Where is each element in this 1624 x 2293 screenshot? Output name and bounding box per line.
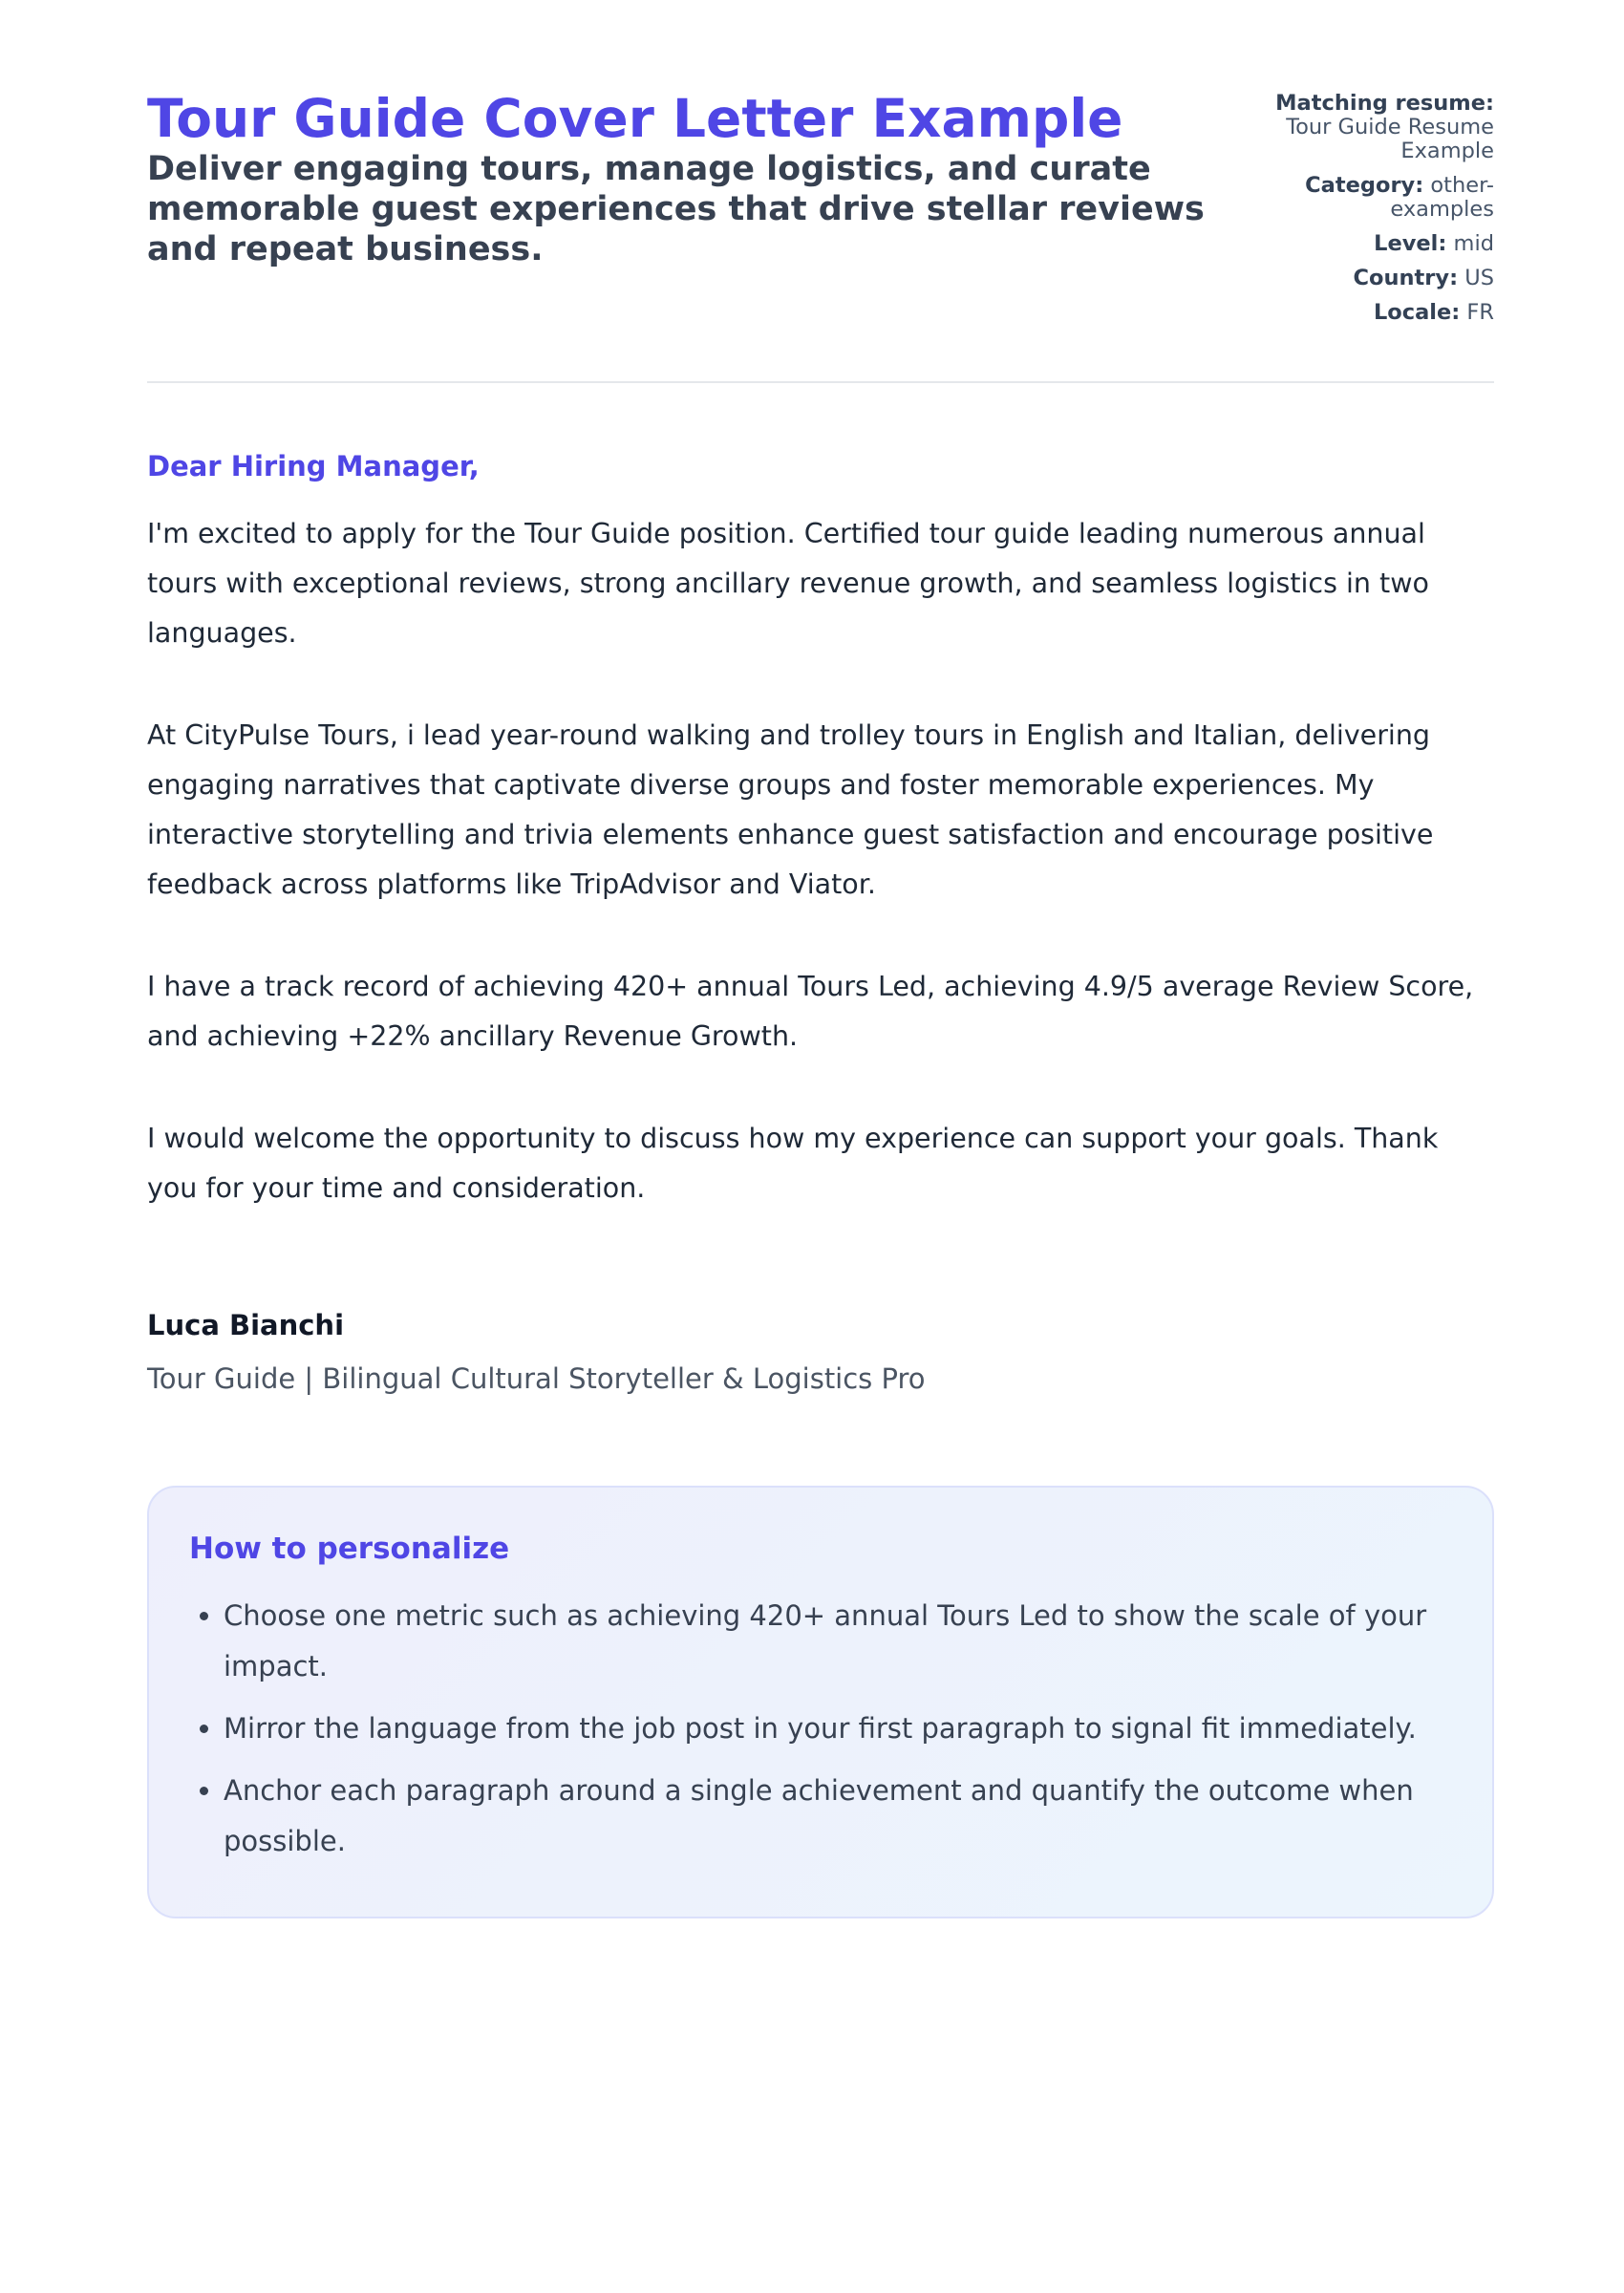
meta-locale xyxy=(1236,301,1494,325)
meta-value: FR xyxy=(1466,300,1494,325)
meta-value: other-examples xyxy=(1390,173,1494,222)
meta-label: Country: xyxy=(1353,266,1459,290)
signature-name: Luca Bianchi xyxy=(147,1309,345,1341)
tip-item: • Choose one metric such as achieving 420+ annual Tours Led to show the scale of your impact. xyxy=(224,1591,1452,1692)
cover-letter-page xyxy=(147,0,1494,1918)
tip-item: • Mirror the language from the job post in your first paragraph to signal fit immediately. xyxy=(224,1704,1452,1754)
meta-label: Matching resume: xyxy=(1275,91,1494,116)
page-header xyxy=(147,0,1494,383)
personalize-tips-box xyxy=(147,1486,1494,1918)
meta-category xyxy=(1236,174,1494,222)
greeting: Dear Hiring Manager, xyxy=(147,450,480,482)
page-title: Tour Guide Cover Letter Example xyxy=(147,88,1123,149)
meta-value: Tour Guide Resume Example xyxy=(1286,115,1494,163)
tip-item: • Anchor each paragraph around a single achievement and quantify the outcome when possible. xyxy=(224,1766,1452,1867)
meta-value: mid xyxy=(1453,231,1494,256)
letter-paragraph: I would welcome the opportunity to discuss how my experience can support your goals. Thank you for your time and consideration. xyxy=(147,1123,1439,1204)
meta-label: Category: xyxy=(1305,173,1424,198)
meta-value: US xyxy=(1464,266,1494,290)
letter-paragraph: I have a track record of achieving 420+ annual Tours Led, achieving 4.9/5 average Review Score, and achieving +22% ancillary Revenue Growth. xyxy=(147,971,1474,1052)
meta-matching-resume xyxy=(1236,92,1494,163)
signature-title: Tour Guide | Bilingual Cultural Storyteller & Logistics Pro xyxy=(147,1362,926,1395)
meta-label: Level: xyxy=(1374,231,1447,256)
meta-label: Locale: xyxy=(1373,300,1461,325)
tips-list xyxy=(189,1591,1452,1867)
letter-paragraph: At CityPulse Tours, i lead year-round walking and trolley tours in English and Italian, delivering engaging narratives that captivate diverse groups and foster memorable experiences. My interactive storytelling and trivia elements enhance guest satisfaction and encourage positive feedback across platforms like TripAdvisor and Viator. xyxy=(147,719,1434,900)
page-subtitle: Deliver engaging tours, manage logistics, and curate memorable guest experiences that drive stellar reviews and repeat business. xyxy=(147,150,1205,268)
meta-country xyxy=(1236,267,1494,290)
letter-paragraph: I'm excited to apply for the Tour Guide position. Certified tour guide leading numerous annual tours with exceptional reviews, strong ancillary revenue growth, and seamless logistics in two languages. xyxy=(147,518,1429,649)
meta-level xyxy=(1236,232,1494,256)
meta-panel xyxy=(1236,88,1494,335)
tips-heading: How to personalize xyxy=(189,1532,510,1566)
